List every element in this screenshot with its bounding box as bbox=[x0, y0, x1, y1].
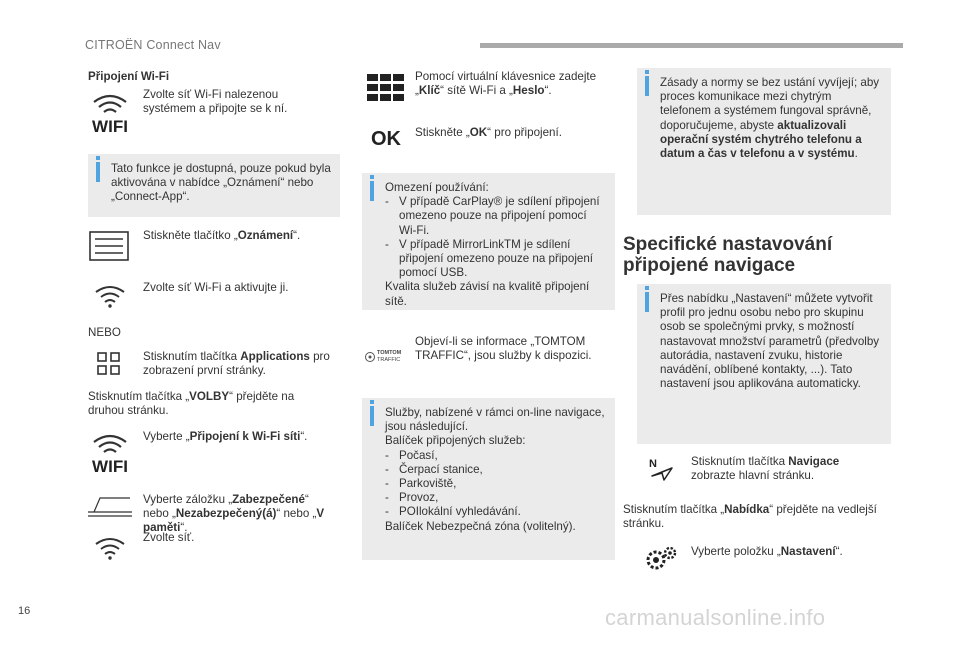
ok-icon: OK bbox=[371, 128, 401, 150]
wifi-icon bbox=[94, 283, 126, 309]
wifi-logo-text: WIFI bbox=[92, 117, 128, 134]
section-heading-nav-settings: Specifické nastavování připojené navigace bbox=[623, 234, 833, 276]
note-package-1: Balíček připojených služeb: bbox=[385, 434, 526, 448]
tomtom-hand-icon bbox=[364, 351, 376, 363]
tabs-icon bbox=[86, 494, 134, 518]
note-content bbox=[385, 406, 607, 534]
step-press-options: Stisknutím tlačítka „VOLBY“ přejděte na druhou stránku. bbox=[88, 390, 295, 418]
list-item: - POIlokální vyhledávání. bbox=[385, 505, 607, 519]
list-item: - V případě CarPlay® je sdílení připojení omezeno pouze na připojení pomocí Wi-Fi. bbox=[385, 195, 607, 238]
wifi-icon-2 bbox=[94, 535, 126, 561]
step-press-menu: Stisknutím tlačítka „Nabídka“ přejděte na vedlejší stránku. bbox=[623, 503, 877, 531]
note-marker bbox=[96, 162, 100, 182]
step-select-security-tab: Vyberte záložku „Zabezpečené“ nebo „Nezabezpečený(á)“ nebo „V paměti“. bbox=[143, 493, 325, 535]
note-marker bbox=[645, 76, 649, 96]
settings-gears-icon bbox=[644, 545, 678, 573]
note-list bbox=[385, 195, 607, 280]
note-marker bbox=[370, 406, 374, 426]
navigation-icon bbox=[648, 454, 676, 482]
note-footer: Kvalita služeb závisí na kvalitě připojení sítě. bbox=[385, 280, 590, 308]
note-package-2: Balíček Nebezpečná zóna (volitelný). bbox=[385, 519, 576, 533]
step-press-navigation: Stisknutím tlačítka Navigace zobrazte hlavní stránku. bbox=[691, 455, 840, 483]
note-intro: Služby, nabízené v rámci on-line navigace, jsou následující. bbox=[385, 406, 605, 434]
step-select-network: Zvolte síť Wi-Fi nalezenou systémem a připojte se k ní. bbox=[143, 88, 288, 116]
step-select-wifi-connection: Vyberte „Připojení k Wi-Fi síti“. bbox=[143, 430, 308, 443]
list-item: - Počasí, bbox=[385, 449, 607, 463]
info-note-update-os bbox=[637, 68, 891, 215]
wifi-logo-icon bbox=[88, 88, 132, 134]
tomtom-text-1: TOMTOM bbox=[377, 350, 402, 356]
navigation-icon-letter: N bbox=[649, 458, 657, 470]
services-list bbox=[385, 449, 607, 520]
wifi-logo-text-2: WIFI bbox=[92, 457, 128, 474]
step-press-ok: Stiskněte „OK“ pro připojení. bbox=[415, 126, 562, 139]
step-enter-key-password: Pomocí virtuální klávesnice zadejte „Klíč“ sítě Wi-Fi a „Heslo“. bbox=[415, 70, 597, 98]
notifications-icon bbox=[89, 230, 129, 262]
page-number: 16 bbox=[18, 605, 31, 617]
note-text: Zásady a normy se bez ustání vyvíjejí; aby proces komunikace mezi chytrým telefonem a systémem fungoval správně, doporučujeme, abyste aktualizovali operační systém chytrého telefonu a datum a čas v telefonu a v systému. bbox=[660, 76, 880, 161]
watermark: carmanualsonline.info bbox=[605, 605, 826, 630]
header-rule bbox=[480, 43, 903, 48]
section-heading-wifi: Připojení Wi-Fi bbox=[88, 70, 170, 83]
note-title: Omezení používání: bbox=[385, 181, 489, 194]
step-tomtom-traffic: Objeví-li se informace „TOMTOM TRAFFIC“, jsou služby k dispozici. bbox=[415, 335, 592, 363]
info-note-online-services bbox=[362, 398, 615, 560]
note-marker bbox=[645, 292, 649, 312]
wifi-logo-icon-2 bbox=[88, 428, 132, 474]
note-text: Tato funkce je dostupná, pouze pokud byla aktivována v nabídce „Oznámení“ nebo „Connect-App“. bbox=[111, 162, 331, 204]
step-select-network-2: Zvolte síť. bbox=[143, 531, 195, 544]
list-item: - Parkoviště, bbox=[385, 477, 607, 491]
step-select-settings: Vyberte položku „Nastavení“. bbox=[691, 545, 843, 558]
keyboard-icon bbox=[367, 74, 405, 102]
or-label: NEBO bbox=[88, 326, 121, 339]
list-item: - V případě MirrorLinkTM je sdílení připojení omezeno pouze na připojení pomocí USB. bbox=[385, 238, 607, 281]
step-activate-wifi: Zvolte síť Wi-Fi a aktivujte ji. bbox=[143, 281, 289, 294]
note-content bbox=[385, 181, 607, 309]
step-press-applications: Stisknutím tlačítka Applications pro zobrazení první stránky. bbox=[143, 350, 330, 378]
step-press-notifications: Stiskněte tlačítko „Oznámení“. bbox=[143, 229, 301, 242]
applications-icon bbox=[96, 351, 122, 377]
info-note-availability bbox=[88, 154, 340, 217]
list-item: - Provoz, bbox=[385, 491, 607, 505]
tomtom-traffic-icon bbox=[364, 349, 408, 367]
info-note-usage-limits bbox=[362, 173, 615, 310]
list-item: - Čerpací stanice, bbox=[385, 463, 607, 477]
note-text: Přes nabídku „Nastavení“ můžete vytvořit profil pro jednu osobu nebo pro skupinu osob se společnými prvky, s možností nastavovat množství parametrů (předvolby autorádia, nastavení zvuku, historie navádění, oblíbené kontakty, ...). Tato nastavení jsou aplikována automaticky. bbox=[660, 292, 880, 391]
info-note-profiles bbox=[637, 284, 891, 444]
document-header-title: CITROËN Connect Nav bbox=[85, 38, 221, 52]
note-marker bbox=[370, 181, 374, 201]
tomtom-text-2: TRAFFIC bbox=[377, 357, 401, 363]
